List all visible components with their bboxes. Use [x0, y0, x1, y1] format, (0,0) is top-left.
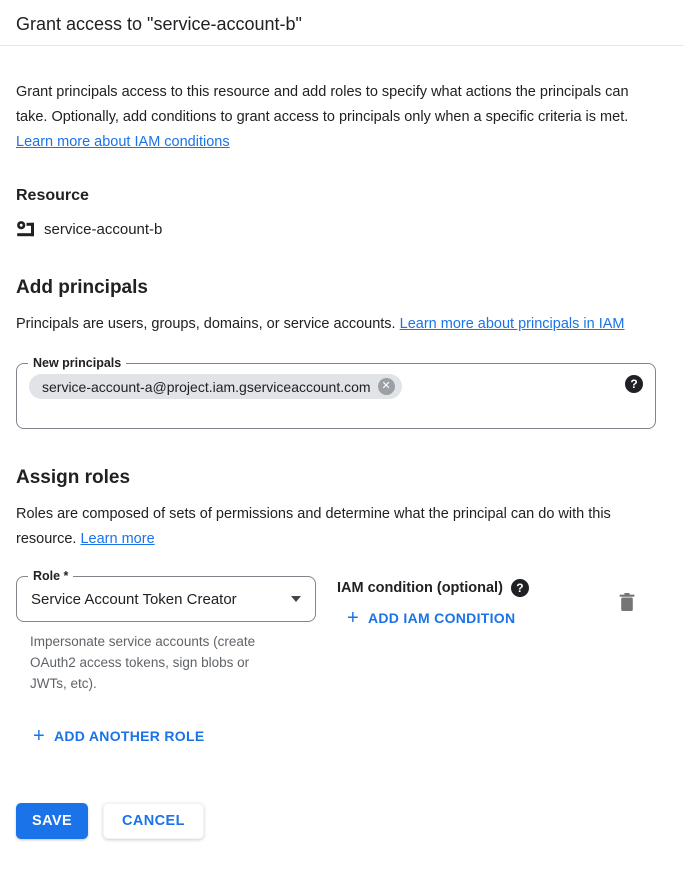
add-another-role-button[interactable]: [33, 725, 205, 747]
resource-heading: Resource: [16, 187, 89, 204]
add-principals-description: [16, 312, 656, 337]
add-another-role-label: ADD ANOTHER ROLE: [53, 728, 205, 744]
new-principals-input[interactable]: [16, 356, 656, 429]
role-helper-text: Impersonate service accounts (create OAuth2 access tokens, sign blobs or JWTs, etc).: [30, 634, 256, 691]
add-iam-condition-label: ADD IAM CONDITION: [367, 610, 516, 626]
principal-chip-value: service-account-a@project.iam.gserviceaccount.com: [42, 378, 371, 395]
plus-icon: +: [347, 607, 359, 629]
role-column: [16, 569, 316, 694]
dialog-header: [0, 0, 684, 46]
resource-name: service-account-b: [44, 221, 163, 238]
chip-close-icon[interactable]: ✕: [378, 378, 395, 395]
intro-text: Grant principals access to this resource and add roles to specify what actions the principals can take. Optionally, add conditions to grant access to principals only when a specific criteria is met.: [16, 84, 629, 125]
intro-paragraph: [16, 80, 656, 155]
iam-condition-help-icon[interactable]: ?: [511, 579, 529, 597]
add-principals-text: Principals are users, groups, domains, or service accounts.: [16, 316, 400, 332]
assign-roles-heading: Assign roles: [16, 467, 131, 488]
cancel-button[interactable]: CANCEL: [103, 803, 204, 839]
new-principals-label: New principals: [28, 356, 126, 371]
delete-column: [616, 576, 638, 617]
principals-learn-more-link[interactable]: Learn more about principals in IAM: [399, 316, 625, 332]
assign-roles-description: [16, 502, 656, 552]
role-select[interactable]: [16, 569, 316, 622]
principals-help-icon[interactable]: ?: [625, 375, 643, 393]
resource-row: [16, 220, 656, 239]
dialog-actions: [0, 803, 684, 839]
save-button[interactable]: SAVE: [16, 803, 88, 839]
delete-icon: [618, 592, 636, 612]
role-label: Role *: [28, 569, 73, 584]
chevron-down-icon: [291, 596, 301, 602]
assign-roles-text: Roles are composed of sets of permissions and determine what the principal can do with this resource.: [16, 506, 611, 547]
iam-conditions-link[interactable]: Learn more about IAM conditions: [16, 134, 230, 150]
role-value: Service Account Token Creator: [31, 590, 237, 608]
roles-learn-more-link[interactable]: Learn more: [80, 531, 155, 547]
principal-chip[interactable]: [29, 374, 402, 399]
dialog-body: [0, 80, 684, 747]
iam-condition-label: IAM condition (optional): [337, 580, 503, 596]
dialog-title: Grant access to "service-account-b": [16, 14, 302, 34]
add-iam-condition-button[interactable]: [347, 607, 516, 629]
delete-role-button[interactable]: [616, 590, 638, 614]
plus-icon: +: [33, 725, 45, 747]
iam-condition-column: [337, 576, 529, 629]
service-account-icon: [16, 220, 35, 239]
add-principals-heading: Add principals: [16, 277, 148, 298]
role-binding-row: [16, 569, 656, 694]
